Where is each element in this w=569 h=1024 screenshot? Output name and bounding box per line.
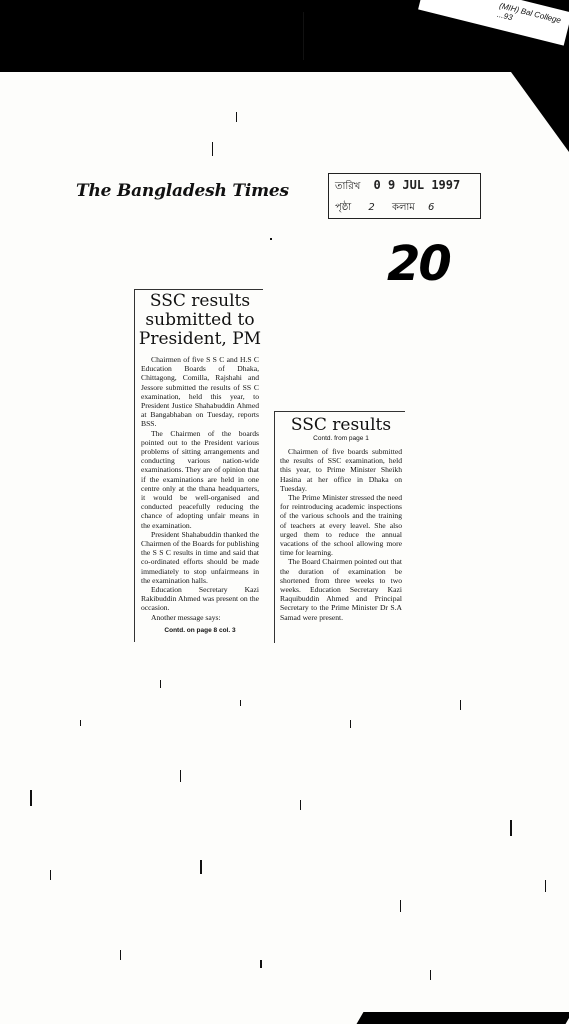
folded-corner bbox=[511, 72, 569, 152]
main-article-clipping bbox=[138, 292, 262, 642]
main-article-headline: SSC results submitted to President, PM bbox=[138, 291, 262, 349]
article-paragraph: Another message says: bbox=[151, 612, 221, 622]
article-paragraph: Chairmen of five boards submitted the results of SSC examination, held this year, to Prime Minister Sheikh Hasina at her office in Dhaka on Tuesday. bbox=[280, 447, 402, 493]
continued-from-note: Contd. from page 1 bbox=[313, 435, 369, 442]
newspaper-masthead: The Bangladesh Times bbox=[76, 181, 289, 201]
archive-date-stamp bbox=[328, 173, 481, 219]
stamp-column-value: 6 bbox=[428, 202, 435, 213]
sticker-text: (MIH) Bal College ...93 bbox=[496, 1, 562, 26]
continued-note: Contd. on page 8 col. 3 bbox=[164, 626, 236, 634]
main-article-body bbox=[138, 355, 262, 622]
stamp-page-value: 2 bbox=[368, 202, 375, 213]
scan-bottom-edge bbox=[357, 1012, 569, 1024]
stamp-column-label: কলাম bbox=[391, 202, 415, 213]
handwritten-page-number: 20 bbox=[387, 236, 450, 292]
stamp-date-label: তারিখ bbox=[335, 181, 361, 192]
article-paragraph: The Chairmen of the boards pointed out to the President various problems of sitting arrangements and conducting various nation-wide examinations. They are of opinion that if the examinations are held in one centre only at the thana headquarters, it would be well-organised and conducted peacefully reducing the chance of adopting unfair means in the examination. bbox=[141, 428, 259, 530]
continued-article-clipping bbox=[274, 411, 405, 643]
continued-article-body bbox=[280, 447, 402, 622]
article-paragraph: Education Secretary Kazi Rakibuddin Ahmed was present on the occasion. bbox=[141, 585, 259, 613]
stamp-page-label: পৃষ্ঠা bbox=[335, 202, 352, 213]
article-paragraph: The Board Chairmen pointed out that the duration of examination be shortened from three weeks to two weeks. Education Secretary Kazi Raquibuddin Ahmed and Principal Secretary to the Prime Minister Dr S.A Samad were present. bbox=[280, 557, 402, 622]
stamp-date-value: 0 9 JUL 1997 bbox=[373, 178, 461, 192]
library-label-sticker bbox=[418, 0, 569, 46]
continued-article-headline: SSC results bbox=[290, 415, 392, 435]
article-paragraph: President Shahabuddin thanked the Chairmen of the Boards for publishing the S S C results in time and said that co-ordinated efforts should be made immediately to stop unfairmeans in the examination halls. bbox=[141, 529, 259, 585]
article-paragraph: The Prime Minister stressed the need for reintroducing academic inspections of the various schools and the training of teachers at every leavel. She also urged them to reduce the annual vacations of the school allowing more time for learning. bbox=[280, 493, 402, 558]
article-paragraph: Chairmen of five S S C and H.S C Education Boards of Dhaka, Chittagong, Comilla, Rajshahi and Jessore submitted the results of SS C examination, held this year, to President Justice Shahabuddin Ahmed at Bangabhaban on Tuesday, reports BSS. bbox=[141, 355, 259, 429]
